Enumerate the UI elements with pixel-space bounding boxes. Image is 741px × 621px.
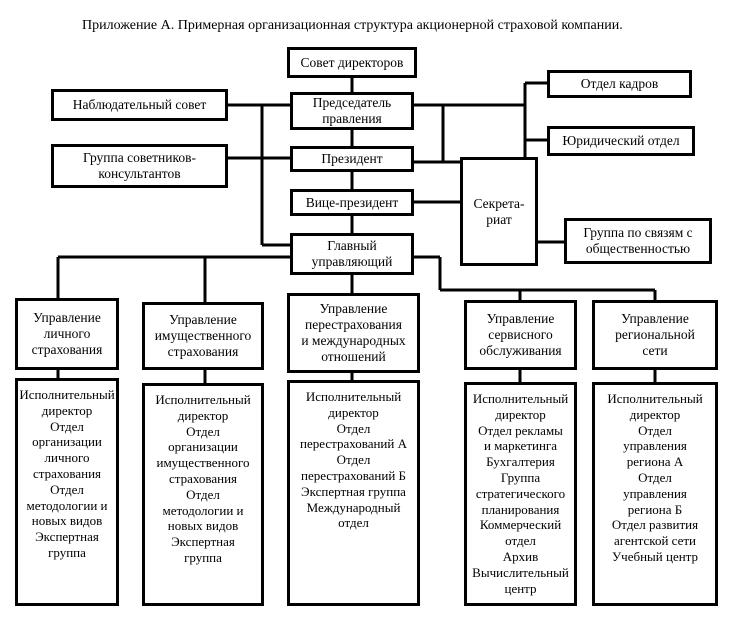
dept-unit-line: Экспертная bbox=[171, 534, 235, 550]
legal-department-box: Юридический отдел bbox=[547, 126, 695, 156]
dept-unit-line: директор bbox=[495, 406, 546, 422]
dept-unit-line: перестрахований Б bbox=[300, 467, 407, 483]
dept-unit-line: Исполнительный bbox=[155, 392, 251, 407]
dept-unit-line: Международный bbox=[306, 499, 401, 515]
dept-units-regional-network bbox=[592, 382, 718, 606]
dept-units-personal-insurance bbox=[15, 378, 119, 606]
hr-department-box: Отдел кадров bbox=[547, 70, 692, 98]
dept-header-service: Управление сервисного обслуживания bbox=[464, 300, 577, 370]
dept-unit-line: Исполнительный bbox=[305, 389, 402, 404]
dept-unit-line: Экспертная группа bbox=[301, 483, 406, 499]
dept-unit-line: организации bbox=[168, 439, 238, 455]
dept-unit-line: новых видов bbox=[31, 513, 103, 529]
dept-unit-line: Отдел bbox=[50, 418, 84, 434]
dept-unit-line: страхования bbox=[32, 465, 101, 481]
dept-header-property-insurance: Управление имущественного страхования bbox=[142, 302, 264, 370]
dept-unit-line: группа bbox=[184, 549, 222, 565]
dept-unit-line: страхования bbox=[168, 470, 237, 486]
dept-unit-line: имущественного bbox=[156, 455, 250, 471]
dept-unit-line: региона Б bbox=[627, 501, 683, 517]
dept-unit-line: Исполнительный bbox=[472, 391, 569, 406]
dept-unit-line: Отдел рекламы bbox=[478, 422, 563, 438]
dept-unit-line: центр bbox=[504, 580, 537, 596]
dept-unit-line: Экспертная bbox=[35, 529, 99, 545]
dept-unit-line: региона А bbox=[626, 454, 684, 470]
dept-unit-line: Исполнительный bbox=[19, 387, 115, 402]
dept-unit-line: Группа bbox=[500, 469, 541, 485]
dept-unit-line: Отдел bbox=[638, 469, 672, 485]
dept-unit-line: директор bbox=[177, 407, 229, 423]
board-of-directors-box: Совет директоров bbox=[287, 47, 417, 78]
dept-unit-line: Бухгалтерия bbox=[486, 454, 555, 470]
president-box: Президент bbox=[290, 146, 414, 172]
page-title: Приложение А. Примерная организационная структура акционерной страховой компании. bbox=[82, 18, 623, 33]
dept-unit-line: новых видов bbox=[167, 518, 239, 534]
secretariat-box: Секрета- риат bbox=[460, 157, 538, 266]
dept-unit-line: стратегического bbox=[475, 485, 566, 501]
general-manager-box: Главный управляющий bbox=[290, 233, 414, 275]
dept-unit-line: Отдел bbox=[186, 423, 220, 439]
dept-header-reinsurance: Управление перестрахования и международных отношений bbox=[287, 293, 420, 373]
dept-unit-line: Исполнительный bbox=[607, 391, 703, 406]
dept-unit-line: Отдел bbox=[50, 481, 84, 497]
dept-unit-line: Учебный центр bbox=[611, 548, 699, 564]
advisors-group-box: Группа советников- консультантов bbox=[51, 144, 228, 188]
dept-unit-line: Отдел bbox=[336, 452, 371, 468]
chairman-box: Председатель правления bbox=[290, 92, 414, 130]
dept-unit-line: организации bbox=[32, 434, 102, 450]
dept-unit-line: личного bbox=[44, 450, 90, 466]
dept-unit-line: группа bbox=[48, 544, 86, 560]
dept-unit-line: методологии и bbox=[26, 497, 108, 513]
dept-unit-line: отдел bbox=[505, 533, 536, 549]
dept-unit-line: Отдел развития bbox=[611, 517, 699, 533]
dept-unit-line: и маркетинга bbox=[483, 438, 558, 454]
dept-unit-line: Отдел bbox=[336, 420, 371, 436]
dept-unit-line: агентской сети bbox=[614, 533, 696, 549]
dept-header-personal-insurance: Управление личного страхования bbox=[15, 298, 119, 370]
dept-unit-line: Отдел bbox=[638, 422, 672, 438]
dept-header-regional-network: Управление региональной сети bbox=[592, 300, 718, 370]
dept-unit-line: Вычислительный bbox=[472, 564, 569, 580]
dept-units-property-insurance bbox=[142, 383, 264, 606]
dept-unit-line: отдел bbox=[338, 515, 369, 531]
dept-units-reinsurance bbox=[287, 380, 420, 606]
dept-unit-line: директор bbox=[328, 404, 379, 420]
dept-unit-line: Архив bbox=[502, 548, 539, 564]
dept-units-service bbox=[464, 382, 577, 606]
dept-unit-line: управления bbox=[623, 438, 687, 454]
dept-unit-line: директор bbox=[629, 406, 681, 422]
dept-unit-line: Отдел bbox=[186, 486, 220, 502]
pr-group-box: Группа по связям с общественностью bbox=[564, 218, 712, 264]
dept-unit-line: управления bbox=[623, 485, 687, 501]
dept-unit-line: методологии и bbox=[162, 502, 244, 518]
dept-unit-line: перестрахований А bbox=[300, 436, 407, 452]
dept-unit-line: планирования bbox=[481, 501, 560, 517]
dept-unit-line: Коммерческий bbox=[479, 517, 562, 533]
supervisory-board-box: Наблюдательный совет bbox=[51, 89, 228, 121]
vice-president-box: Вице-президент bbox=[290, 189, 414, 216]
dept-unit-line: директор bbox=[41, 402, 93, 418]
